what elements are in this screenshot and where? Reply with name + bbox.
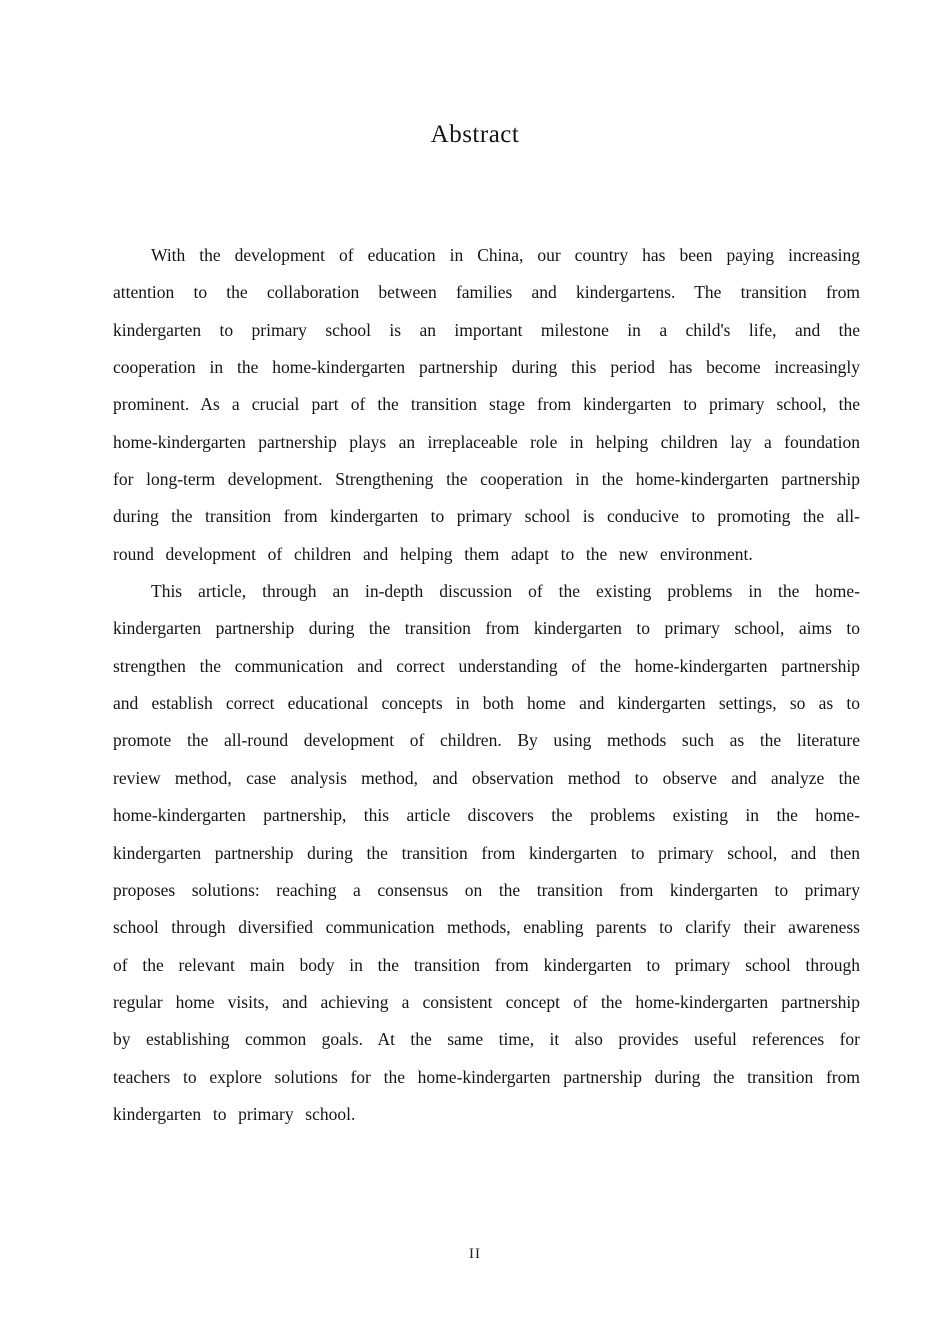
abstract-paragraph-1: With the development of education in China, our country has been paying increasing attention to the collaboration between families and kindergartens. The transition from kindergarten to primary school is an important milestone in a child's life, and the cooperation in the home-kindergarten partnership during this period has become increasingly prominent. As a crucial part of the transition stage from kindergarten to primary school, the home-kindergarten partnership plays an irreplaceable role in helping children lay a foundation for long-term development. Strengthening the cooperation in the home-kindergarten partnership during the transition from kindergarten to primary school is conducive to promoting the all-round development of children and helping them adapt to the new environment. [113,245,860,564]
abstract-paragraph-2: This article, through an in-depth discussion of the existing problems in the home-kindergarten partnership during the transition from kindergarten to primary school, aims to strengthen the communication and correct understanding of the home-kindergarten partnership and establish correct educational concepts in both home and kindergarten settings, so as to promote the all-round development of children. By using methods such as the literature review method, case analysis method, and observation method to observe and analyze the home-kindergarten partnership, this article discovers the problems existing in the home-kindergarten partnership during the transition from kindergarten to primary school, and then proposes solutions: reaching a consensus on the transition from kindergarten to primary school through diversified communication methods, enabling parents to clarify their awareness of the relevant main body in the transition from kindergarten to primary school through regular home visits, and achieving a consistent concept of the home-kindergarten partnership by establishing common goals. At the same time, it also provides useful references for teachers to explore solutions for the home-kindergarten partnership during the transition from kindergarten to primary school. [113,581,860,1124]
page-title: Abstract [430,121,520,148]
page-number: II [469,1246,481,1262]
abstract-body [113,237,860,1133]
